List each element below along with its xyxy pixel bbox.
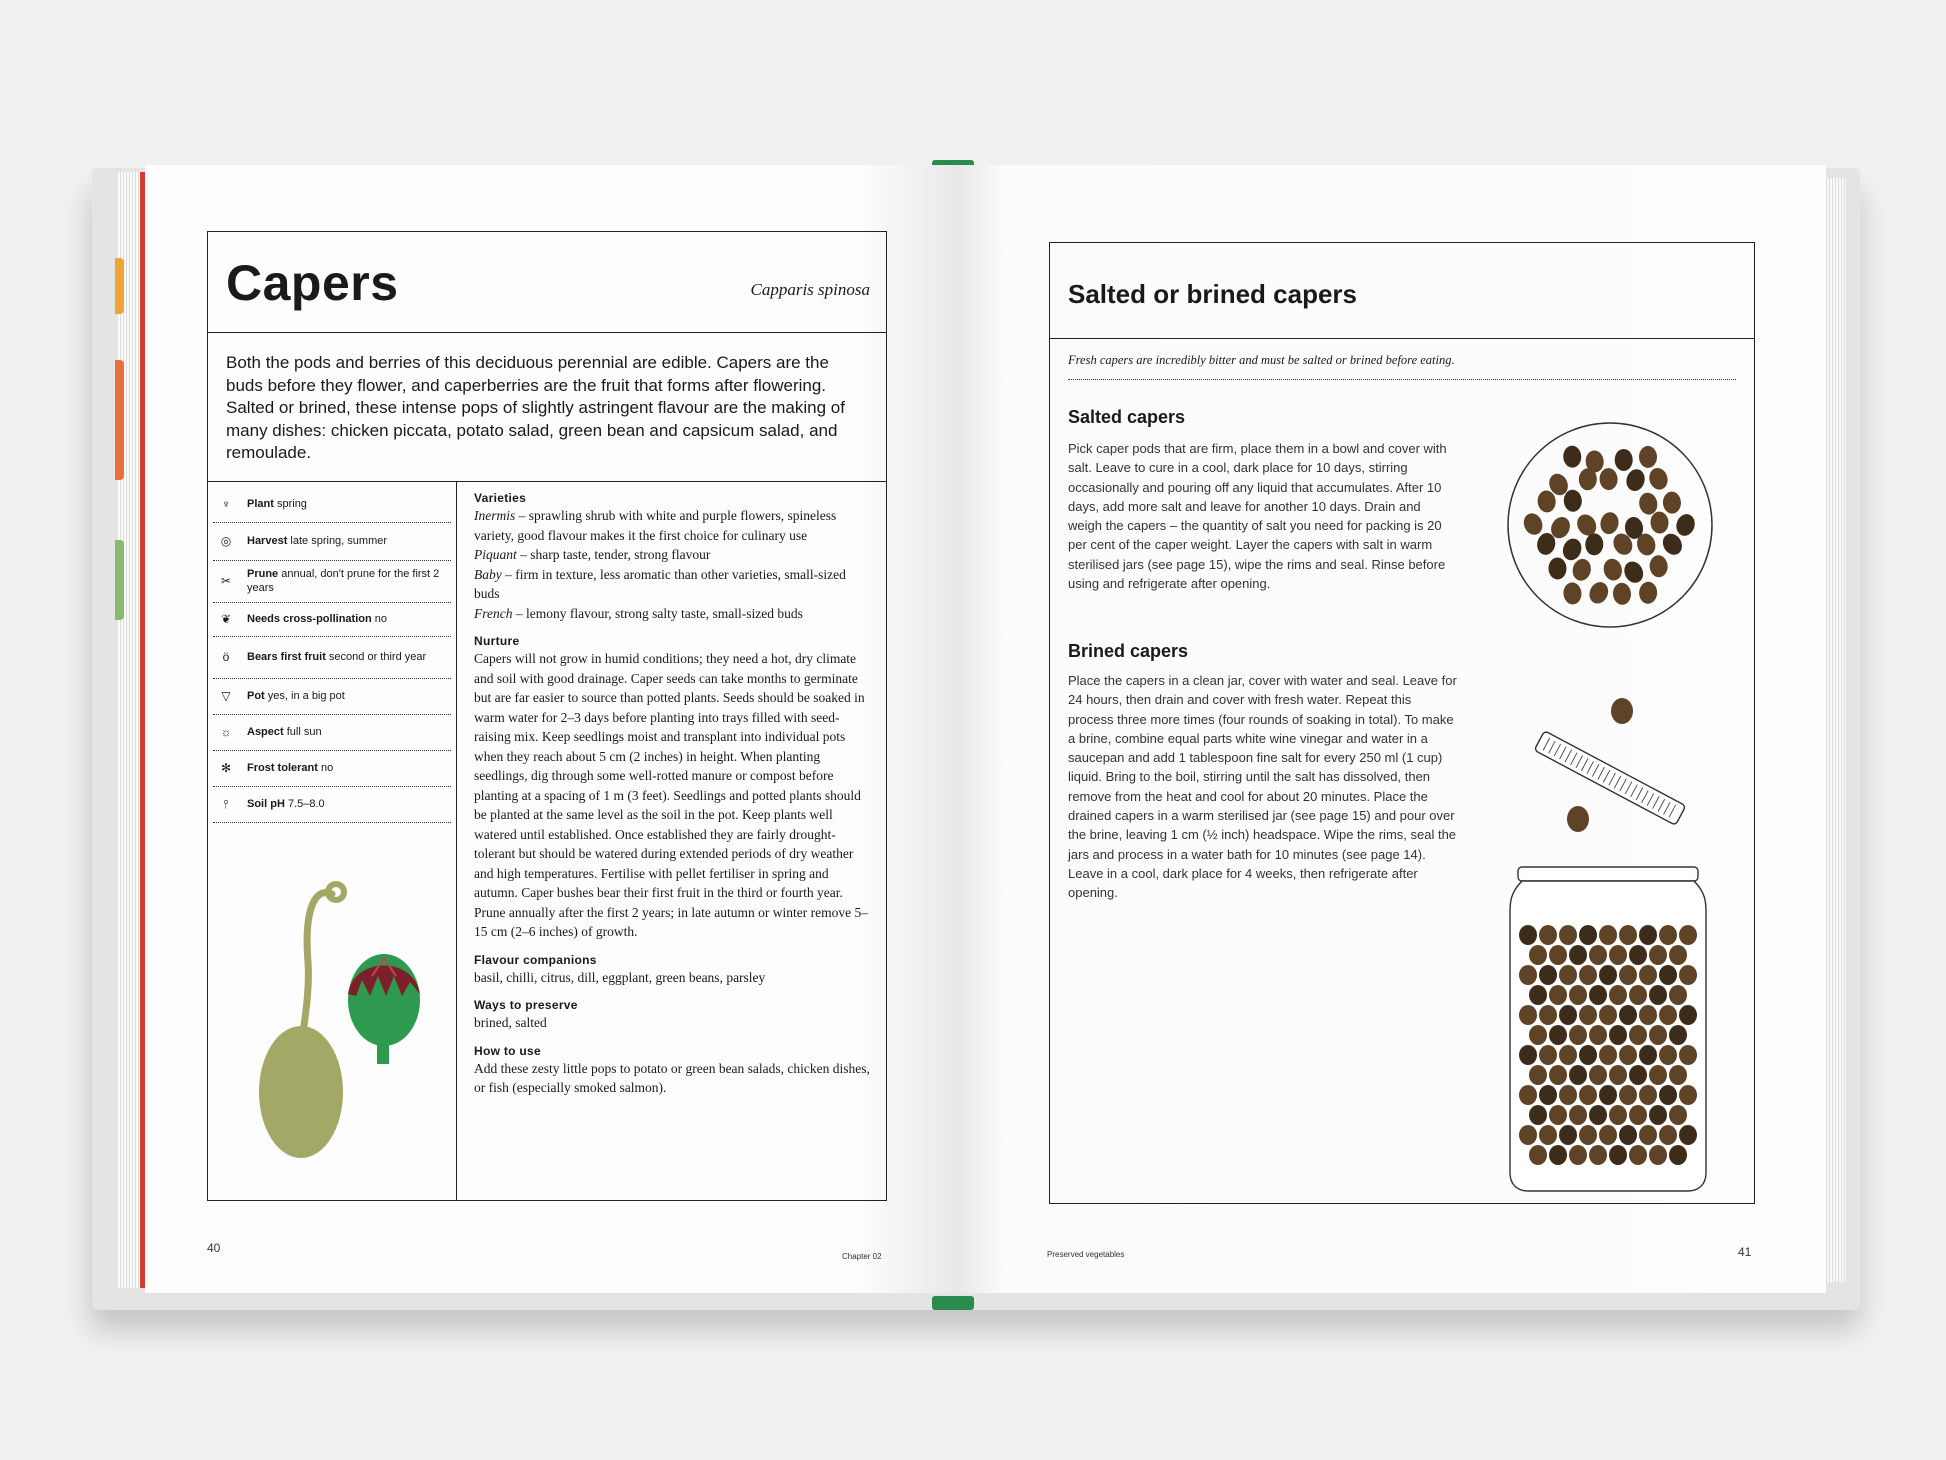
profile-header xyxy=(208,232,886,333)
attribute-label: Frost tolerant xyxy=(247,762,318,774)
caper-mark xyxy=(1579,1005,1597,1025)
snowflake-icon: ✻ xyxy=(220,761,232,775)
caper-mark xyxy=(1669,945,1687,965)
attribute-value: no xyxy=(320,762,334,774)
salt-spoon-illustration xyxy=(1534,731,1686,826)
caper-mark xyxy=(1519,965,1537,985)
caper-mark xyxy=(1589,1105,1607,1125)
caper-mark xyxy=(1589,1145,1607,1165)
brine-jar-illustration xyxy=(1510,867,1706,1191)
caper-mark xyxy=(1599,1085,1617,1105)
caper-mark xyxy=(1549,1025,1567,1045)
caper-mark xyxy=(1647,466,1670,492)
caper-mark xyxy=(1659,1005,1677,1025)
attribute-text xyxy=(239,650,426,664)
caper-mark xyxy=(1539,1085,1557,1105)
right-page xyxy=(953,165,1826,1293)
caper-mark xyxy=(1679,1045,1697,1065)
caper-mark xyxy=(1539,1005,1557,1025)
capers-art-column xyxy=(1470,413,1740,1193)
caper-mark xyxy=(1586,579,1611,606)
caper-mark xyxy=(1639,1005,1657,1025)
attribute-row xyxy=(213,486,451,523)
caper-mark xyxy=(1659,925,1677,945)
caper-mark xyxy=(1659,965,1677,985)
pruning-shears-icon: ✂ xyxy=(220,574,232,588)
caper-mark xyxy=(1639,1045,1657,1065)
attribute-value: 7.5–8.0 xyxy=(287,798,325,810)
caper-mark xyxy=(1529,1025,1547,1045)
caper-mark xyxy=(1569,1065,1587,1085)
caper-mark xyxy=(1659,1045,1677,1065)
caper-mark xyxy=(1649,555,1668,578)
preserving-box xyxy=(1049,242,1755,1204)
attribute-label: Harvest xyxy=(247,535,288,547)
intro-text: Both the pods and berries of this deciduous perennial are edible. Capers are the buds before they flower, and caperberries are the fruit that forms after flowering. Salted or brined, these intense pops of slightly astringent flavour are the making of many dishes: chicken piccata, potato salad, green bean and capsicum salad, and remoulade. xyxy=(208,332,886,482)
caper-mark xyxy=(1619,1005,1637,1025)
caper-mark xyxy=(1529,1145,1547,1165)
attribute-text xyxy=(239,761,333,775)
varieties-section xyxy=(474,490,874,623)
attribute-value: late spring, summer xyxy=(290,535,388,547)
howto-section xyxy=(474,1043,874,1098)
nurture-heading: Nurture xyxy=(474,634,520,648)
variety-item xyxy=(474,545,874,565)
fruit-icon: ö xyxy=(222,650,230,664)
caper-mark xyxy=(1629,945,1647,965)
caper-mark xyxy=(1559,925,1577,945)
preserve-heading: Ways to preserve xyxy=(474,998,578,1012)
attribute-text xyxy=(239,497,307,511)
attribute-label: Bears first fruit xyxy=(247,651,326,663)
caper-bud-illustration xyxy=(348,954,420,1064)
caper-mark xyxy=(1519,1085,1537,1105)
attribute-label: Prune xyxy=(247,568,279,580)
attribute-label: Needs cross-pollination xyxy=(247,613,372,625)
caper-mark xyxy=(1669,985,1687,1005)
variety-desc: – sharp taste, tender, strong flavour xyxy=(516,547,711,562)
salted-text: Pick caper pods that are firm, place them in a bowl and cover with salt. Leave to cure in a cool, dark place for 10 days, stirring occasionally and pouring off any liquid that accumulates. After 10 days, add more salt and leave for another 10 days. Drain and weigh the capers – the quantity of salt you need for packing is 20 per cent of the caper weight. Layer the capers with salt in warm sterilised jars (see page 15), wipe the rims and seal. Rinse before using and refrigerate after opening. xyxy=(1068,441,1447,592)
attribute-text xyxy=(239,725,322,739)
attribute-row xyxy=(213,714,451,751)
caper-mark xyxy=(1619,1045,1637,1065)
caper-mark xyxy=(1549,1065,1567,1085)
flavour-section xyxy=(474,952,874,988)
caper-mark xyxy=(1589,985,1607,1005)
salted-heading: Salted capers xyxy=(1068,407,1186,427)
attribute-value: no xyxy=(374,613,388,625)
caper-mark xyxy=(1609,1105,1627,1125)
caper-mark xyxy=(1662,491,1681,514)
preserve-section xyxy=(474,997,874,1033)
page-number-left: 40 xyxy=(207,1241,221,1255)
caper-mark xyxy=(1539,965,1557,985)
attribute-label: Soil pH xyxy=(247,798,285,810)
caper-mark xyxy=(1599,965,1617,985)
variety-item xyxy=(474,565,874,604)
caper-mark xyxy=(1569,1105,1587,1125)
caper-mark xyxy=(1560,536,1584,563)
nurture-text: Capers will not grow in humid conditions; they need a hot, dry climate and soil with good drainage. Caper seeds can take months to germinate but are far easier to source than potted plants. Seeds should be soaked in warm water for 2–3 days before planting into trays filled with seed-raising mix. Keep seedlings moist and transplant into individual pots when they reach about 5 cm (2 inches) in height. When planting seedlings, dig through some well-rotted manure or compost before planting at a spacing of 1 m (3 feet). Seedlings and potted plants should be planted at the same level as the soil in the pot. Keep plants well watered until established. Once established they are fairly drought-tolerant but should be watered during extended periods of dry weather and high temperatures. Fertilise with pellet fertiliser in spring and autumn. Caper bushes bear their first fruit in the third or fourth year. Prune annually after the first 2 years; in late autumn or winter remove 5–15 cm (2–6 inches) of growth. xyxy=(474,651,868,939)
caper-mark xyxy=(1679,1085,1697,1105)
preserving-title: Salted or brined capers xyxy=(1068,279,1357,309)
caper-mark xyxy=(1563,489,1582,512)
attribute-value: spring xyxy=(276,498,307,510)
attribute-label: Aspect xyxy=(247,726,284,738)
caper-mark xyxy=(1589,945,1607,965)
caper-mark xyxy=(1599,1125,1617,1145)
details-column xyxy=(474,490,874,1108)
caper-mark xyxy=(1563,582,1583,605)
caper-mark xyxy=(1537,490,1557,514)
attribute-text xyxy=(239,689,345,703)
caper-mark xyxy=(1529,985,1547,1005)
attribute-value: yes, in a big pot xyxy=(267,690,345,702)
caper-mark xyxy=(1624,467,1647,493)
caper-mark xyxy=(1569,1145,1587,1165)
attribute-row xyxy=(213,522,451,561)
caper-mark xyxy=(1599,925,1617,945)
edge-tab-red xyxy=(115,360,124,480)
variety-desc: – sprawling shrub with white and purple flowers, spineless variety, good flavour makes it the first choice for culinary use xyxy=(474,508,837,543)
caper-mark xyxy=(1649,985,1667,1005)
caper-mark xyxy=(1599,468,1618,491)
caper-mark xyxy=(1669,1065,1687,1085)
attribute-text xyxy=(239,612,387,626)
caper-mark xyxy=(1612,582,1632,605)
harvest-icon: ◎ xyxy=(220,534,232,548)
caper-mark xyxy=(1619,1125,1637,1145)
page-title: Capers xyxy=(226,255,399,311)
caper-mark xyxy=(1669,1145,1687,1165)
attribute-text xyxy=(239,534,387,548)
caper-mark xyxy=(1589,1025,1607,1045)
attribute-label: Pot xyxy=(247,690,265,702)
caper-mark xyxy=(1649,1105,1667,1125)
caper-mark xyxy=(1649,1025,1667,1045)
caper-mark xyxy=(1674,512,1698,538)
caper-mark xyxy=(1579,925,1597,945)
caper-mark xyxy=(1569,945,1587,965)
caper-mark xyxy=(1639,925,1657,945)
left-page xyxy=(145,165,953,1293)
caper-mark xyxy=(1549,1105,1567,1125)
pollination-icon: ❦ xyxy=(220,612,232,626)
caper-mark xyxy=(1579,1125,1597,1145)
caper-mark xyxy=(1615,449,1633,471)
variety-name: Baby xyxy=(474,566,502,582)
variety-name: French xyxy=(474,605,513,621)
caper-mark xyxy=(1519,925,1537,945)
edge-tab-green xyxy=(115,540,124,620)
caper-mark xyxy=(1629,1065,1647,1085)
caper-mark xyxy=(1629,1025,1647,1045)
caper-mark xyxy=(1521,510,1546,537)
capers-profile-box xyxy=(207,231,887,1201)
caper-mark xyxy=(1669,1025,1687,1045)
page-number-right: 41 xyxy=(1738,1245,1752,1259)
attribute-row xyxy=(213,678,451,715)
caper-mark xyxy=(1609,985,1627,1005)
caper-mark xyxy=(1609,945,1627,965)
attribute-label: Plant xyxy=(247,498,274,510)
caper-mark xyxy=(1585,533,1604,556)
caper-mark xyxy=(1629,985,1647,1005)
caper-mark xyxy=(1559,1085,1577,1105)
caper-mark xyxy=(1679,1005,1697,1025)
attribute-value: second or third year xyxy=(328,651,427,663)
caper-mark xyxy=(1519,1125,1537,1145)
caper-mark xyxy=(1639,1125,1657,1145)
running-head-left: Chapter 02 xyxy=(842,1252,882,1261)
soil-probe-icon: ⫯ xyxy=(223,796,229,811)
howto-heading: How to use xyxy=(474,1043,542,1058)
sun-icon: ☼ xyxy=(220,725,232,739)
caper-mark xyxy=(1589,1065,1607,1085)
preserving-lede: Fresh capers are incredibly bitter and must be salted or brined before eating. xyxy=(1068,353,1736,380)
caper-mark xyxy=(1649,1145,1667,1165)
caper-mark xyxy=(1563,445,1582,468)
attribute-row xyxy=(213,750,451,787)
page-edges-right xyxy=(1826,178,1846,1282)
caper-mark xyxy=(1549,945,1567,965)
caper-mark xyxy=(1529,945,1547,965)
caper-mark xyxy=(1659,1125,1677,1145)
varieties-list xyxy=(474,506,874,623)
nurture-section xyxy=(474,633,874,942)
caper-mark xyxy=(1619,965,1637,985)
brined-text: Place the capers in a clean jar, cover with water and seal. Leave for 24 hours, then drain and cover with fresh water. Repeat this process three more times (four rounds of soaking in total). To make a brine, combine equal parts white wine vinegar and water in a saucepan and add 1 tablespoon fine salt for every 250 ml (1 cup) liquid. Bring to the boil, stirring until the salt has dissolved, then remove from the heat and cool for about 20 minutes. Place the drained capers in a warm sterilised jar (see page 15) and pour over the brine, leaving 1 cm (½ inch) headspace. Wipe the rims, seal the jars and process in a water bath for 10 minutes (see page 14). Leave in a cool, dark place for 4 weeks, then refrigerate after opening. xyxy=(1068,673,1457,901)
preserve-text: brined, salted xyxy=(474,1015,547,1030)
howto-text: Add these zesty little pops to potato or green bean salads, chicken dishes, or fish (especially smoked salmon). xyxy=(474,1060,870,1095)
variety-item xyxy=(474,506,874,545)
bookmark-ribbon-bottom xyxy=(932,1296,974,1310)
caper-mark xyxy=(1609,1025,1627,1045)
caper-mark xyxy=(1669,1105,1687,1125)
attribute-row xyxy=(213,560,451,603)
variety-desc: – firm in texture, less aromatic than other varieties, small-sized buds xyxy=(474,566,846,601)
caper-mark xyxy=(1679,925,1697,945)
caper-mark xyxy=(1559,1125,1577,1145)
caper-pod-illustration xyxy=(244,872,424,1162)
caper-mark xyxy=(1579,1085,1597,1105)
attribute-row xyxy=(213,636,451,679)
caper-mark xyxy=(1539,1125,1557,1145)
sprout-icon: ♆ xyxy=(221,497,231,511)
caper-mark xyxy=(1629,1105,1647,1125)
attribute-text xyxy=(239,567,451,595)
caper-mark xyxy=(1650,511,1669,534)
caper-mark xyxy=(1539,925,1557,945)
caper-mark xyxy=(1639,965,1657,985)
caper-mark xyxy=(1609,1145,1627,1165)
latin-name: Capparis spinosa xyxy=(750,280,870,299)
caper-mark xyxy=(1599,1045,1617,1065)
caper-mark xyxy=(1529,1105,1547,1125)
edge-tab-orange xyxy=(115,258,124,314)
caper-mark xyxy=(1621,558,1647,586)
varieties-heading: Varieties xyxy=(474,491,527,505)
brined-heading: Brined capers xyxy=(1068,641,1189,661)
caper-mark xyxy=(1569,1025,1587,1045)
pot-icon: ▽ xyxy=(221,689,231,703)
caper-mark xyxy=(1639,1085,1657,1105)
attribute-row xyxy=(213,602,451,637)
caper-mark xyxy=(1619,1085,1637,1105)
caper-mark xyxy=(1570,557,1593,583)
attribute-text xyxy=(239,797,325,811)
caper-mark xyxy=(1601,557,1624,583)
caper-mark xyxy=(1559,1045,1577,1065)
caper-mark xyxy=(1549,985,1567,1005)
bowl-capers xyxy=(1521,445,1698,606)
caper-mark xyxy=(1619,925,1637,945)
variety-name: Piquant xyxy=(474,547,517,562)
caper-mark xyxy=(1649,1065,1667,1085)
caper-mark xyxy=(1599,511,1621,536)
variety-name: Inermis xyxy=(474,508,516,523)
flavour-text: basil, chilli, citrus, dill, eggplant, green beans, parsley xyxy=(474,969,766,985)
caper-mark xyxy=(1629,1145,1647,1165)
caper-mark xyxy=(1519,1045,1537,1065)
caper-mark xyxy=(1599,1005,1617,1025)
variety-desc: – lemony flavour, strong salty taste, small-sized buds xyxy=(512,605,803,621)
caper-mark xyxy=(1609,1065,1627,1085)
caper-mark xyxy=(1569,985,1587,1005)
attribute-value: annual, don't prune for the first 2 years xyxy=(247,568,440,594)
caper-mark xyxy=(1649,945,1667,965)
caper-mark xyxy=(1639,581,1658,604)
caper-mark xyxy=(1529,1065,1547,1085)
variety-item xyxy=(474,604,874,624)
flavour-heading: Flavour companions xyxy=(474,952,597,967)
caper-mark xyxy=(1579,1045,1597,1065)
running-head-right: Preserved vegetables xyxy=(1047,1250,1125,1259)
caper-mark xyxy=(1548,557,1566,579)
caper-mark xyxy=(1679,1125,1697,1145)
caper-mark xyxy=(1549,1145,1567,1165)
caper-mark xyxy=(1639,446,1657,468)
attribute-row xyxy=(213,786,451,823)
caper-mark xyxy=(1519,1005,1537,1025)
attribute-value: full sun xyxy=(286,726,322,738)
preserving-header xyxy=(1050,243,1754,339)
caper-mark xyxy=(1559,965,1577,985)
caper-mark xyxy=(1559,1005,1577,1025)
caper-mark xyxy=(1579,965,1597,985)
caper-mark xyxy=(1659,1085,1677,1105)
caper-mark xyxy=(1539,1045,1557,1065)
caper-mark xyxy=(1679,965,1697,985)
